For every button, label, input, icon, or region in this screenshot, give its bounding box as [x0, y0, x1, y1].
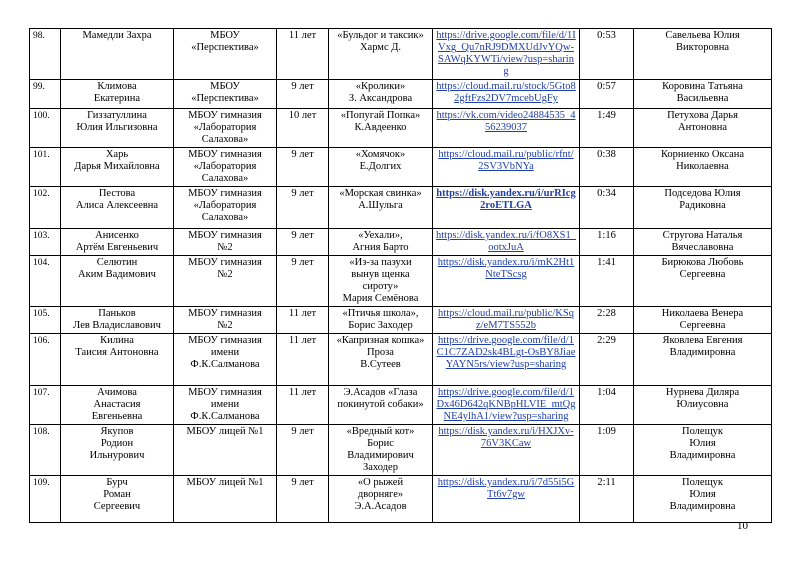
school-name: [174, 29, 277, 80]
school-name-line: МБОУ гимназия: [188, 257, 262, 268]
teacher-name-line: Нурнева Диляра: [665, 387, 740, 398]
participant-name: [61, 386, 174, 425]
participant-name-line: Аким Вадимович: [78, 269, 156, 280]
participant-name-line: Лев Владиславович: [73, 320, 161, 331]
video-link-cell: [433, 425, 580, 476]
work-title-line: «Морская свинка»: [339, 188, 422, 199]
table-body: [30, 29, 772, 523]
work-title: [329, 334, 433, 386]
participant-name-line: Килина: [100, 335, 134, 346]
work-title: [329, 307, 433, 334]
participant-age: 9 лет: [277, 256, 329, 307]
school-name-line: «Перспектива»: [191, 42, 259, 53]
teacher-name: [634, 334, 772, 386]
page-number: 10: [737, 520, 748, 532]
row-number: 104.: [30, 256, 61, 307]
participant-name-line: Бурч: [106, 477, 128, 488]
work-title-line: «Птичья школа»,: [342, 308, 419, 319]
participant-name-line: Анастасия: [93, 399, 141, 410]
teacher-name-line: Юлия: [689, 438, 716, 449]
table-row: [30, 425, 772, 476]
participant-name-line: Харь: [105, 149, 129, 160]
video-link[interactable]: https://drive.google.com/file/d/1Dx46D642qKNBpHLVIE_mtQgNE4ylhA1/view?usp=sharing: [436, 387, 576, 422]
work-title-line: З. Аксандрова: [348, 93, 413, 104]
row-number: 98.: [30, 29, 61, 80]
video-link[interactable]: https://drive.google.com/file/d/1C1C7ZAD2sk4BLgt-OsBY8JiaeYAYN5rs/view?usp=sharing: [436, 335, 576, 370]
video-duration: 1:49: [580, 109, 634, 148]
school-name-line: Салахова»: [201, 134, 249, 145]
video-duration: 2:28: [580, 307, 634, 334]
work-title-line: «Хомячок»: [355, 149, 406, 160]
participant-age: 9 лет: [277, 425, 329, 476]
video-duration: 0:53: [580, 29, 634, 80]
row-number: 102.: [30, 187, 61, 229]
school-name-line: МБОУ: [210, 30, 240, 41]
teacher-name-line: Николаева Венера: [661, 308, 744, 319]
work-title-line: Заходер: [363, 462, 398, 473]
work-title-line: Борис Заходер: [348, 320, 413, 331]
teacher-name: [634, 80, 772, 109]
participant-name-line: Ачимова: [97, 387, 137, 398]
table-row: [30, 29, 772, 80]
school-name-line: МБОУ гимназия: [188, 110, 262, 121]
work-title: [329, 256, 433, 307]
video-link[interactable]: https://disk.yandex.ru/i/urRIcg2roETLGA: [436, 188, 576, 211]
work-title-line: «Вредный кот»: [346, 426, 415, 437]
school-name-line: МБОУ гимназия: [188, 230, 262, 241]
school-name-line: имени: [210, 399, 240, 410]
row-number: 103.: [30, 229, 61, 256]
participant-name: [61, 29, 174, 80]
school-name-line: МБОУ лицей №1: [186, 477, 264, 488]
work-title: [329, 148, 433, 187]
table-row: [30, 256, 772, 307]
school-name-line: Ф.К.Салманова: [190, 411, 260, 422]
school-name-line: «Перспектива»: [191, 93, 259, 104]
video-link-cell: [433, 256, 580, 307]
work-title-line: Борис: [367, 438, 394, 449]
work-title-line: Э.Асадов «Глаза: [343, 387, 418, 398]
participant-name-line: Анисенко: [95, 230, 139, 241]
work-title: [329, 187, 433, 229]
school-name-line: №2: [217, 242, 233, 253]
work-title-line: К.Авдеенко: [354, 122, 407, 133]
video-duration: 2:29: [580, 334, 634, 386]
video-link[interactable]: https://disk.yandex.ru/i/7d55i5GTt6v7gw: [437, 477, 575, 500]
video-link[interactable]: https://drive.google.com/file/d/1IVxg_Qu7nRJ9DMXUdJvYQw-SAWqKYWTi/view?usp=sharing: [436, 30, 576, 77]
participant-name-line: Пестова: [98, 188, 136, 199]
work-title-line: «Попугай Попка»: [340, 110, 421, 121]
video-link[interactable]: https://cloud.mail.ru/public/KSqz/eM7TS552b: [438, 308, 574, 331]
teacher-name-line: Яковлева Евгения: [662, 335, 743, 346]
video-link[interactable]: https://disk.yandex.ru/i/fO8XS1_ootxJuA: [436, 230, 576, 253]
participant-name: [61, 334, 174, 386]
work-title-line: «Бульдог и таксик»: [337, 30, 424, 41]
work-title: [329, 229, 433, 256]
participant-name: [61, 148, 174, 187]
school-name: [174, 256, 277, 307]
school-name-line: №2: [217, 320, 233, 331]
row-number: 100.: [30, 109, 61, 148]
table-row: [30, 109, 772, 148]
participant-name-line: Артём Евгеньевич: [75, 242, 159, 253]
participant-name-line: Якупов: [100, 426, 134, 437]
participant-name: [61, 80, 174, 109]
video-link-cell: [433, 229, 580, 256]
school-name: [174, 187, 277, 229]
row-number: 105.: [30, 307, 61, 334]
school-name: [174, 148, 277, 187]
school-name-line: имени: [210, 347, 240, 358]
teacher-name-line: Бирюкова Любовь: [661, 257, 744, 268]
school-name-line: МБОУ гимназия: [188, 308, 262, 319]
table-row: [30, 307, 772, 334]
school-name-line: «Лаборатория: [193, 122, 257, 133]
participant-age: 9 лет: [277, 229, 329, 256]
table-row: [30, 229, 772, 256]
school-name: [174, 80, 277, 109]
video-link-cell: [433, 29, 580, 80]
participant-name-line: Юлия Ильгизовна: [76, 122, 158, 133]
teacher-name-line: Юлия: [689, 489, 716, 500]
school-name-line: МБОУ гимназия: [188, 387, 262, 398]
school-name-line: Ф.К.Салманова: [190, 359, 260, 370]
participant-name-line: Евгеньевна: [91, 411, 143, 422]
teacher-name-line: Владимировна: [669, 501, 736, 512]
participant-age: 9 лет: [277, 187, 329, 229]
work-title-line: Мария Семёнова: [342, 293, 419, 304]
table-row: [30, 334, 772, 386]
school-name: [174, 229, 277, 256]
teacher-name-line: Корниенко Оксана: [660, 149, 745, 160]
teacher-name-line: Николаевна: [676, 161, 729, 172]
video-duration: 0:38: [580, 148, 634, 187]
participant-name-line: Ильнурович: [89, 450, 145, 461]
teacher-name: [634, 256, 772, 307]
work-title-line: Агния Барто: [352, 242, 409, 253]
teacher-name: [634, 148, 772, 187]
video-duration: 2:11: [580, 476, 634, 523]
participant-name: [61, 425, 174, 476]
work-title: [329, 29, 433, 80]
teacher-name: [634, 187, 772, 229]
participant-name: [61, 256, 174, 307]
school-name-line: «Лаборатория: [193, 200, 257, 211]
table-row: [30, 187, 772, 229]
teacher-name-line: Подседова Юлия: [664, 188, 741, 199]
teacher-name: [634, 386, 772, 425]
work-title-line: «Кролики»: [355, 81, 406, 92]
video-link-cell: [433, 307, 580, 334]
participants-table: [29, 28, 772, 523]
teacher-name: [634, 109, 772, 148]
video-link[interactable]: https://vk.com/video24884535_456239037: [436, 110, 576, 133]
teacher-name-line: Радиковна: [679, 200, 726, 211]
participant-name-line: Мамедли Захра: [82, 30, 152, 41]
row-number: 107.: [30, 386, 61, 425]
school-name-line: МБОУ: [210, 81, 240, 92]
teacher-name-line: Викторовна: [675, 42, 730, 53]
teacher-name-line: Владимировна: [669, 347, 736, 358]
row-number: 106.: [30, 334, 61, 386]
work-title-line: Хармс Д.: [359, 42, 402, 53]
work-title-line: Е.Долгих: [359, 161, 402, 172]
teacher-name-line: Коровина Татьяна: [662, 81, 743, 92]
participant-age: 9 лет: [277, 148, 329, 187]
teacher-name-line: Сергеевна: [679, 320, 726, 331]
participant-name: [61, 229, 174, 256]
work-title: [329, 80, 433, 109]
teacher-name: [634, 29, 772, 80]
participant-name-line: Селютин: [96, 257, 138, 268]
participant-name-line: Климова: [97, 81, 137, 92]
work-title-line: В.Сутеев: [360, 359, 401, 370]
row-number: 101.: [30, 148, 61, 187]
row-number: 108.: [30, 425, 61, 476]
teacher-name-line: Владимировна: [669, 450, 736, 461]
participant-name-line: Гиззатуллина: [87, 110, 147, 121]
teacher-name-line: Савельева Юлия: [665, 30, 740, 41]
video-link-cell: [433, 80, 580, 109]
school-name: [174, 109, 277, 148]
participant-name: [61, 476, 174, 523]
work-title-line: сироту»: [362, 281, 399, 292]
work-title-line: Э.А.Асадов: [354, 501, 407, 512]
participant-age: 9 лет: [277, 80, 329, 109]
participant-age: 11 лет: [277, 29, 329, 80]
work-title: [329, 425, 433, 476]
work-title-line: дворняге»: [357, 489, 404, 500]
video-link[interactable]: https://cloud.mail.ru/public/rfnt/2SV3VbNYa: [438, 149, 574, 172]
row-number: 109.: [30, 476, 61, 523]
work-title-line: «Капризная кошка»: [336, 335, 425, 346]
school-name-line: МБОУ гимназия: [188, 335, 262, 346]
work-title: [329, 476, 433, 523]
teacher-name-line: Полещук: [681, 426, 724, 437]
video-link[interactable]: https://cloud.mail.ru/stock/5Gto82gftFzs2DV7mcebUgFy: [436, 81, 576, 104]
video-link-cell: [433, 334, 580, 386]
table-row: [30, 80, 772, 109]
school-name-line: «Лаборатория: [193, 161, 257, 172]
school-name: [174, 425, 277, 476]
teacher-name-line: Юлиусовна: [676, 399, 729, 410]
table-row: [30, 386, 772, 425]
participant-age: 9 лет: [277, 476, 329, 523]
participant-age: 11 лет: [277, 334, 329, 386]
video-link-cell: [433, 476, 580, 523]
teacher-name: [634, 425, 772, 476]
participant-name-line: Алиса Алексеевна: [75, 200, 159, 211]
teacher-name-line: Васильевна: [676, 93, 729, 104]
row-number: 99.: [30, 80, 61, 109]
school-name: [174, 334, 277, 386]
participant-name: [61, 187, 174, 229]
participant-name: [61, 307, 174, 334]
video-link-cell: [433, 148, 580, 187]
participant-name-line: Сергеевич: [93, 501, 141, 512]
participant-age: 11 лет: [277, 386, 329, 425]
school-name: [174, 307, 277, 334]
school-name-line: Салахова»: [201, 173, 249, 184]
video-link[interactable]: https://disk.yandex.ru/i/mK2Ht1NteTScsg: [437, 257, 575, 280]
participant-name-line: Екатерина: [93, 93, 141, 104]
video-duration: 1:41: [580, 256, 634, 307]
video-link-cell: [433, 109, 580, 148]
work-title: [329, 386, 433, 425]
participant-name-line: Родион: [100, 438, 134, 449]
video-duration: 0:34: [580, 187, 634, 229]
teacher-name-line: Стругова Наталья: [662, 230, 743, 241]
participant-age: 11 лет: [277, 307, 329, 334]
video-duration: 1:04: [580, 386, 634, 425]
video-duration: 1:09: [580, 425, 634, 476]
participant-name-line: Дарья Михайловна: [74, 161, 160, 172]
teacher-name: [634, 229, 772, 256]
video-duration: 1:16: [580, 229, 634, 256]
work-title-line: Проза: [367, 347, 394, 358]
table-row: [30, 476, 772, 523]
work-title-line: покинутой собаки»: [337, 399, 424, 410]
school-name-line: МБОУ гимназия: [188, 149, 262, 160]
teacher-name-line: Полещук: [681, 477, 724, 488]
table-row: [30, 148, 772, 187]
school-name-line: Салахова»: [201, 212, 249, 223]
participant-name: [61, 109, 174, 148]
work-title: [329, 109, 433, 148]
work-title-line: Владимирович: [347, 450, 414, 461]
video-link-cell: [433, 386, 580, 425]
video-duration: 0:57: [580, 80, 634, 109]
school-name-line: №2: [217, 269, 233, 280]
work-title-line: вынув щенка: [351, 269, 410, 280]
work-title-line: «Уехали»,: [358, 230, 403, 241]
teacher-name-line: Петухова Дарья: [667, 110, 738, 121]
teacher-name-line: Вячеславовна: [671, 242, 734, 253]
participant-name-line: Паньков: [98, 308, 136, 319]
school-name-line: МБОУ лицей №1: [186, 426, 264, 437]
video-link[interactable]: https://disk.yandex.ru/i/HXJXv-76V3KCaw: [438, 426, 574, 449]
participant-name-line: Роман: [103, 489, 131, 500]
school-name: [174, 386, 277, 425]
school-name-line: МБОУ гимназия: [188, 188, 262, 199]
work-title-line: «О рыжей: [357, 477, 404, 488]
teacher-name: [634, 307, 772, 334]
participant-name-line: Таисия Антоновна: [75, 347, 159, 358]
video-link-cell: [433, 187, 580, 229]
participant-age: 10 лет: [277, 109, 329, 148]
school-name: [174, 476, 277, 523]
work-title-line: А.Шульга: [358, 200, 403, 211]
teacher-name-line: Сергеевна: [679, 269, 726, 280]
teacher-name-line: Антоновна: [677, 122, 727, 133]
work-title-line: «Из-за пазухи: [349, 257, 412, 268]
teacher-name: [634, 476, 772, 523]
